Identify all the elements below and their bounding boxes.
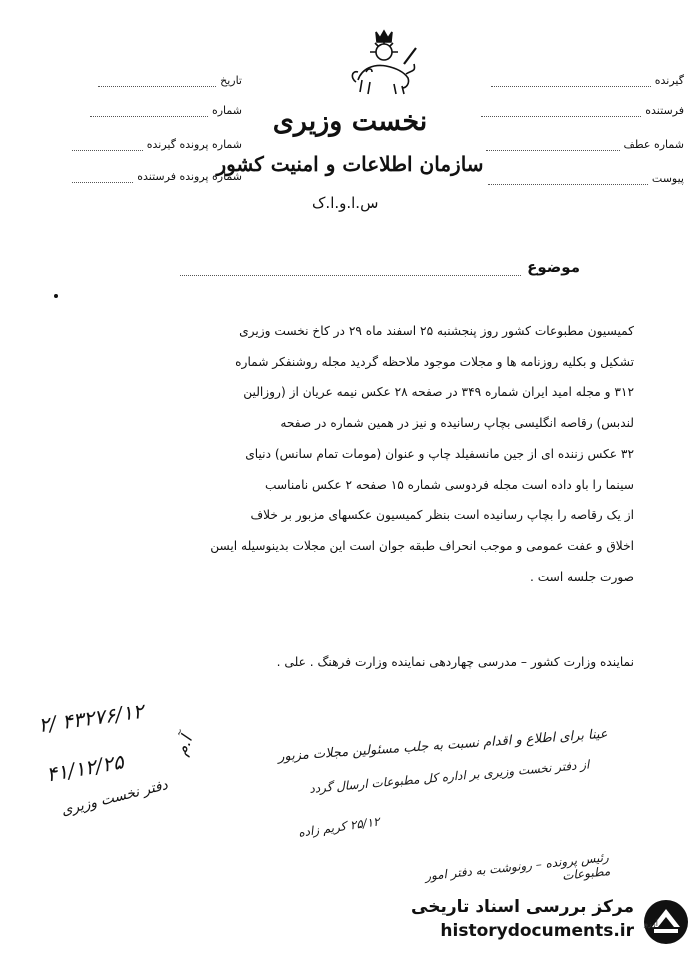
attachment-field (466, 172, 684, 185)
number-field (72, 104, 242, 117)
lion-and-sun-emblem-icon (346, 28, 422, 100)
subject-line (180, 258, 580, 276)
margin-file-number: ۲/ ۴۳۲۷۶/۱۲ (36, 698, 145, 738)
body-line: اخلاق و عفت عمومی و موجب انحراف طبقه جوان است این مجلات بدینوسیله ایسن (210, 538, 634, 553)
margin-office: دفتر نخست وزیری (59, 777, 170, 819)
margin-date: ۴۱/۱۲/۲۵ (44, 749, 126, 787)
sender-file-number-label: شماره پرونده فرستنده (137, 170, 242, 183)
recipient-label: گیرنده (654, 74, 684, 87)
body-line: لندبس) رقاصه انگلیسی بچاپ رسانیده و نیز در همین شماره در صفحه (280, 416, 634, 431)
handwritten-note-line: عینا برای اطلاع و اقدام نسبت به جلب مسئولین مجلات مزبور (277, 726, 609, 765)
body-line: صورت جلسه است . (529, 569, 634, 584)
number-label: شماره (211, 104, 242, 117)
body-line: تشکیل و بکلیه روزنامه ها و مجلات موجود ملاحظه گردید مجله روشنفکر شماره (235, 354, 634, 369)
date-label: تاریخ (220, 74, 242, 87)
reference-number-field (466, 138, 684, 151)
handwritten-note-line: ۲۵/۱۲ کریم زاده (297, 814, 381, 840)
watermark-small-text: آرزو (644, 919, 658, 928)
body-line: ۳۱۲ و مجله امید ایران شماره ۳۴۹ در صفحه ۲۸ عکس نیمه عریان از (روزالین (243, 385, 634, 400)
body-line: ۳۲ عکس زننده ای از جین مانسفیلد چاپ و عنوان (مومات تمام سانس) دنیای (245, 446, 634, 461)
receiver-file-number-field (72, 138, 242, 151)
prime-minister-title: نخست وزیری (272, 106, 428, 137)
margin-mark (54, 294, 58, 298)
reference-code: س.ا.و.ا.ک (312, 194, 379, 212)
representatives-line: نماینده وزارت کشور – مدرسی چهاردهی نماینده وزارت فرهنگ . علی . (276, 655, 634, 669)
organization-title: سازمان اطلاعات و امنیت کشور (216, 152, 484, 176)
date-field (72, 74, 242, 87)
reference-number-label: شماره عطف (623, 138, 684, 151)
body-line: سینما را باو داده است مجله فردوسی شماره ۱۵ صفحه ۲ عکس نامناسب (264, 477, 634, 492)
letter-body (66, 316, 634, 592)
margin-initial: آ.م (171, 733, 196, 758)
body-line: از یک رقاصه را بچاپ رسانیده است بنظر کمیسیون عکسهای مزبور بر خلاف (250, 508, 634, 523)
watermark-url: historydocuments.ir (440, 921, 634, 941)
receiver-file-number-label: شماره پرونده گیرنده (146, 138, 242, 151)
handwritten-note-line: از دفتر نخست وزیری بر اداره کل مطبوعات ارسال گردد (308, 757, 590, 796)
watermark-title: مرکز بررسی اسناد تاریخی (411, 897, 634, 917)
attachment-label: پیوست (651, 172, 684, 185)
sender-file-number-field (72, 170, 242, 183)
sender-label: فرستنده (645, 104, 684, 117)
body-line: کمیسیون مطبوعات کشور روز پنجشنبه ۲۵ اسفند ماه ۲۹ در کاخ نخست وزیری (239, 324, 634, 338)
subject-label: موضوع (527, 258, 580, 276)
sender-field (466, 104, 684, 117)
handwritten-signature-line: رئیس پرونده – رونوشت به دفتر امور مطبوعات (424, 850, 611, 884)
recipient-field (466, 74, 684, 87)
watermark (398, 895, 698, 951)
